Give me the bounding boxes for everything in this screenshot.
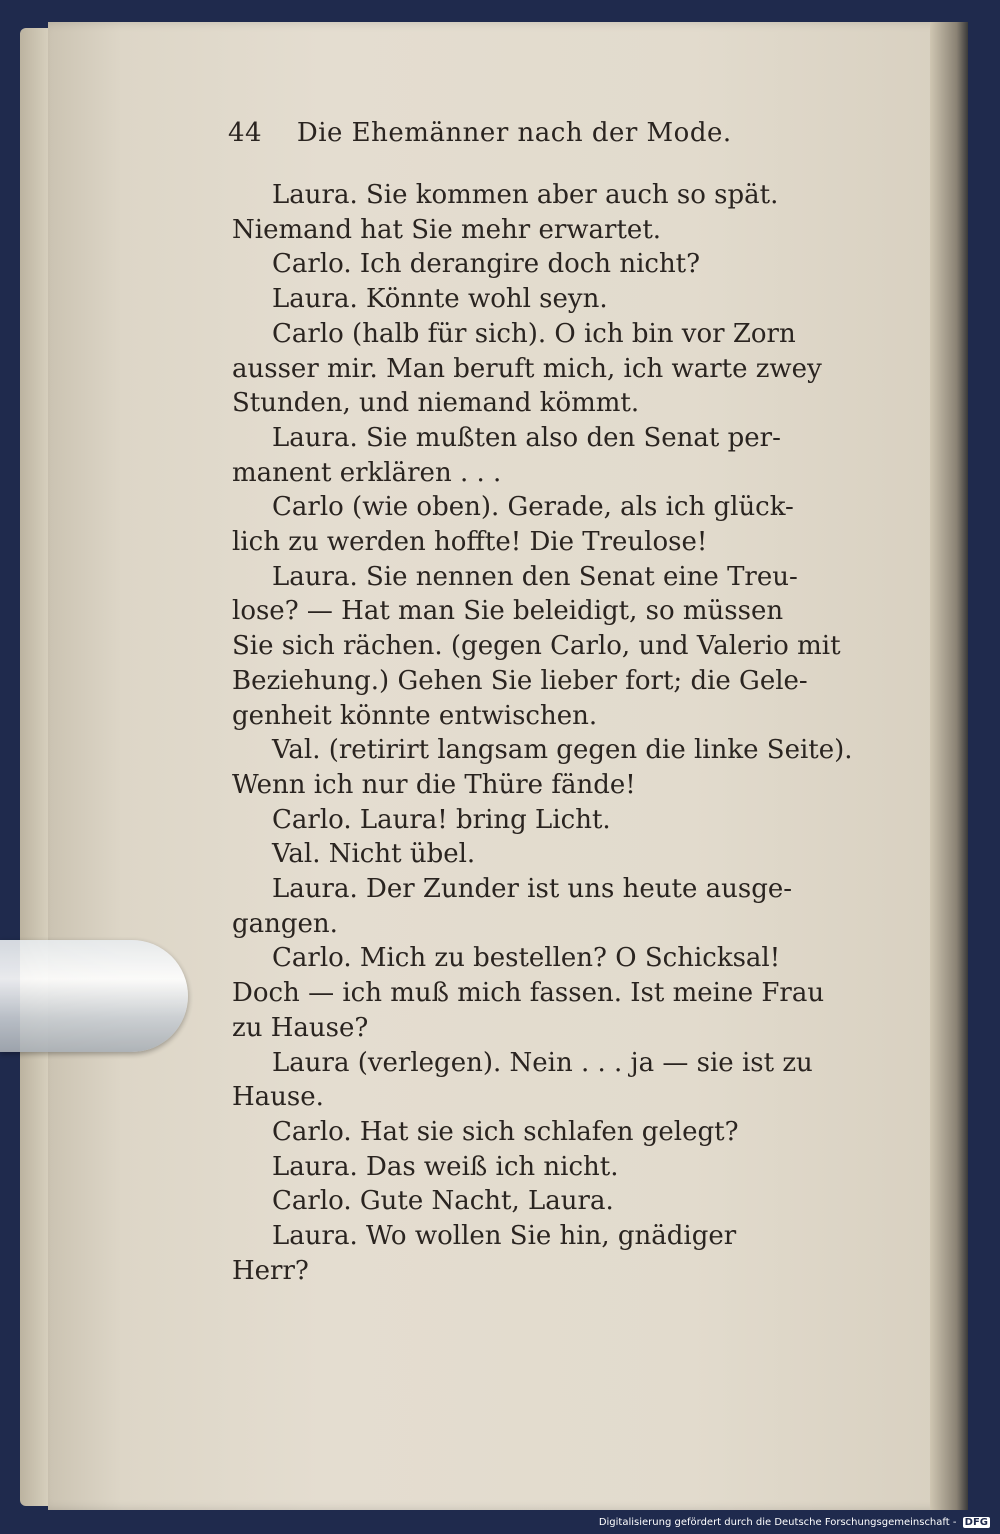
digitization-credit — [590, 1517, 990, 1531]
text-line: Laura. Sie mußten also den Senat per- — [272, 422, 781, 453]
text-line: Laura. Der Zunder ist uns heute ausge- — [272, 874, 793, 905]
page-holder-clip — [0, 940, 188, 1052]
text-line: Wenn ich nur die Thüre fände! — [232, 769, 636, 800]
text-line: lich zu werden hoffte! Die Treulose! — [232, 527, 708, 558]
text-line: Carlo. Hat sie sich schlafen gelegt? — [272, 1116, 739, 1147]
running-header — [228, 118, 868, 158]
text-line: Carlo. Mich zu bestellen? O Schicksal! — [272, 943, 781, 974]
text-line: Hause. — [232, 1082, 324, 1113]
text-line: Laura. Wo wollen Sie hin, gnädiger — [272, 1221, 737, 1252]
text-line: Sie sich rächen. (gegen Carlo, und Valerio mit — [232, 631, 841, 662]
text-line: Carlo. Gute Nacht, Laura. — [272, 1186, 614, 1217]
text-line: Stunden, und niemand kömmt. — [232, 388, 640, 419]
text-line: Val. (retirirt langsam gegen die linke Seite). — [272, 735, 853, 766]
text-line: manent erklären . . . — [232, 457, 502, 488]
book-spine-shadow — [930, 22, 968, 1510]
text-line: Beziehung.) Gehen Sie lieber fort; die Gele- — [232, 665, 808, 696]
text-line: Laura. Das weiß ich nicht. — [272, 1151, 619, 1182]
text-line: Laura. Sie nennen den Senat eine Treu- — [272, 561, 798, 592]
text-line: gangen. — [232, 908, 338, 939]
running-title: Die Ehemänner nach der Mode. — [296, 118, 732, 148]
text-line: lose? — Hat man Sie beleidigt, so müssen — [232, 596, 784, 627]
text-line: genheit könnte entwischen. — [232, 700, 598, 731]
text-line: Herr? — [232, 1255, 309, 1286]
text-line: zu Hause? — [232, 1012, 369, 1043]
text-line: ausser mir. Man beruft mich, ich warte zwey — [232, 353, 822, 384]
text-line: Carlo (halb für sich). O ich bin vor Zorn — [272, 318, 796, 349]
credit-text: Digitalisierung gefördert durch die Deutsche Forschungsgemeinschaft - — [598, 1517, 957, 1528]
text-line: Carlo. Laura! bring Licht. — [272, 804, 611, 835]
dfg-logo: DFG — [964, 1517, 988, 1528]
text-line: Val. Nicht übel. — [272, 839, 476, 870]
text-line: Laura. Sie kommen aber auch so spät. — [272, 180, 779, 210]
page-body-text — [232, 178, 872, 1289]
text-line: Laura (verlegen). Nein . . . ja — sie ist zu — [272, 1047, 813, 1078]
text-line: Doch — ich muß mich fassen. Ist meine Frau — [232, 978, 825, 1009]
text-line: Carlo. Ich derangire doch nicht? — [272, 249, 701, 280]
text-line: Carlo (wie oben). Gerade, als ich glück- — [272, 492, 794, 523]
page-number: 44 — [228, 118, 263, 148]
text-line: Laura. Könnte wohl seyn. — [272, 284, 608, 315]
text-line: Niemand hat Sie mehr erwartet. — [232, 214, 662, 245]
